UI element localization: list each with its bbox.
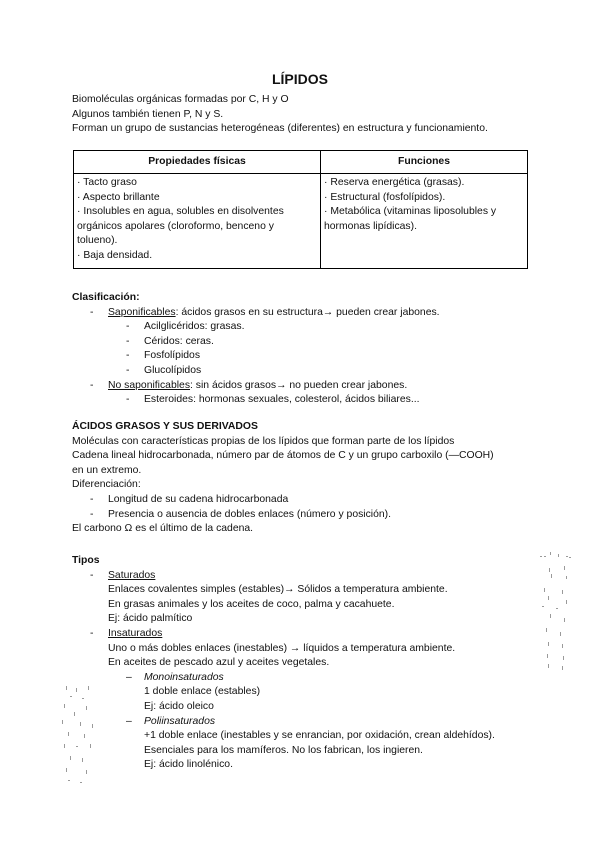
item-text: Glucolípidos — [144, 364, 202, 376]
list-item — [72, 569, 542, 584]
bullet-dash: - — [126, 394, 130, 406]
page-title: LÍPIDOS — [271, 71, 328, 87]
paragraph-line: en un extremo. — [72, 464, 142, 476]
bullet-dash: - — [90, 493, 94, 505]
property-item: · Baja densidad. — [77, 249, 153, 261]
list-item — [72, 493, 542, 508]
paragraph-line: Moléculas con características propias de los lípidos que forman parte de los lípidos — [72, 435, 455, 447]
functions-cell — [321, 174, 528, 269]
paragraph-line: Esenciales para los mamíferos. No los fabrican, los ingieren. — [144, 744, 423, 756]
paragraph-line: Cadena lineal hidrocarbonada, número par de átomos de C y un grupo carboxilo (—COOH) — [72, 450, 494, 462]
paragraph-line: +1 doble enlace (inestables y se enrancian, por oxidación, crean aldehídos). — [144, 730, 495, 742]
bullet-dash: - — [126, 350, 130, 362]
bullet-dash: - — [90, 379, 94, 391]
list-item — [72, 715, 542, 730]
intro-section — [72, 93, 488, 137]
function-item: · Estructural (fosfolípidos). — [324, 191, 446, 203]
term-monoinsaturados: Monoinsaturados — [144, 671, 224, 683]
classification-section — [72, 291, 542, 408]
paragraph-line: Uno o más dobles enlaces (inestables) → líquidos a temperatura ambiente. — [108, 642, 456, 654]
paragraph-line: En aceites de pescado azul y aceites vegetales. — [108, 657, 330, 669]
paragraph-line: El carbono Ω es el último de la cadena. — [72, 523, 254, 535]
list-item — [72, 364, 542, 379]
section-heading: Clasificación: — [72, 292, 140, 303]
list-item — [72, 349, 542, 364]
paragraph-line: Ej: ácido palmítico — [108, 613, 193, 625]
bullet-dash: - — [126, 364, 130, 376]
function-item: · Metabólica (vitaminas liposolubles y — [324, 206, 497, 218]
list-item — [72, 320, 542, 335]
item-text: Acilglicéridos: grasas. — [144, 321, 245, 333]
item-text: Fosfolípidos — [144, 350, 201, 362]
list-item — [72, 508, 542, 523]
term-text: : sin ácidos grasos→ no pueden crear jabones. — [190, 379, 408, 391]
term-saponificables: Saponificables — [108, 306, 176, 318]
function-item: · Reserva energética (grasas). — [324, 177, 465, 188]
term-poliinsaturados: Poliinsaturados — [144, 715, 216, 727]
paragraph-line: 1 doble enlace (estables) — [144, 686, 261, 698]
item-text: Céridos: ceras. — [144, 335, 214, 347]
paragraph-line: Ej: ácido linolénico. — [144, 759, 233, 771]
paragraph-line: En grasas animales y los aceites de coco, palma y cacahuete. — [108, 598, 395, 610]
item-text: Longitud de su cadena hidrocarbonada — [108, 493, 289, 505]
paragraph-line: Enlaces covalentes simples (estables)→ Sólidos a temperatura ambiente. — [108, 584, 448, 596]
intro-line: Forman un grupo de sustancias heterogéneas (diferentes) en estructura y funcionamiento. — [72, 123, 488, 135]
properties-table — [73, 150, 528, 269]
paragraph-line: Diferenciación: — [72, 479, 141, 491]
bullet-dash: - — [90, 627, 94, 639]
item-text: Presencia o ausencia de dobles enlaces (número y posición). — [108, 508, 392, 520]
list-item — [72, 335, 542, 350]
term-insaturados: Insaturados — [108, 627, 163, 639]
property-item: · Aspecto brillante — [77, 191, 160, 203]
table-header-functions: Funciones — [321, 151, 528, 174]
list-item — [72, 393, 542, 408]
property-item: tolueno). — [77, 235, 118, 247]
margin-doodle-left — [56, 682, 104, 792]
intro-line: Algunos también tienen P, N y S. — [72, 108, 224, 120]
intro-line: Biomoléculas orgánicas formadas por C, H y O — [72, 94, 289, 105]
table-header-properties: Propiedades físicas — [74, 151, 321, 174]
section-heading: Tipos — [72, 555, 100, 566]
list-item — [72, 379, 542, 394]
term-no-saponificables: No saponificables — [108, 379, 191, 391]
term-saturados: Saturados — [108, 569, 156, 581]
property-item: · Insolubles en agua, solubles en disolventes — [77, 206, 284, 218]
property-item: orgánicos apolares (cloroformo, benceno y — [77, 220, 274, 232]
function-item: hormonas lipídicas). — [324, 220, 417, 232]
bullet-dash: – — [126, 671, 132, 683]
bullet-dash: - — [90, 508, 94, 520]
list-item — [72, 306, 542, 321]
bullet-dash: - — [126, 321, 130, 333]
bullet-dash: – — [126, 715, 132, 727]
list-item — [72, 627, 542, 642]
bullet-dash: - — [126, 335, 130, 347]
bullet-dash: - — [90, 569, 94, 581]
paragraph-line: Ej: ácido oleico — [144, 700, 214, 712]
list-item — [72, 671, 542, 686]
term-text: : ácidos grasos en su estructura→ pueden crear jabones. — [175, 306, 440, 318]
section-heading: ÁCIDOS GRASOS Y SUS DERIVADOS — [72, 421, 258, 432]
item-text: Esteroides: hormonas sexuales, colesterol, ácidos biliares... — [144, 394, 420, 406]
types-section — [72, 554, 542, 773]
margin-doodle-right — [536, 548, 576, 672]
properties-cell — [74, 174, 321, 269]
bullet-dash: - — [90, 306, 94, 318]
property-item: · Tacto graso — [77, 177, 137, 188]
fatty-acids-section — [72, 420, 542, 537]
